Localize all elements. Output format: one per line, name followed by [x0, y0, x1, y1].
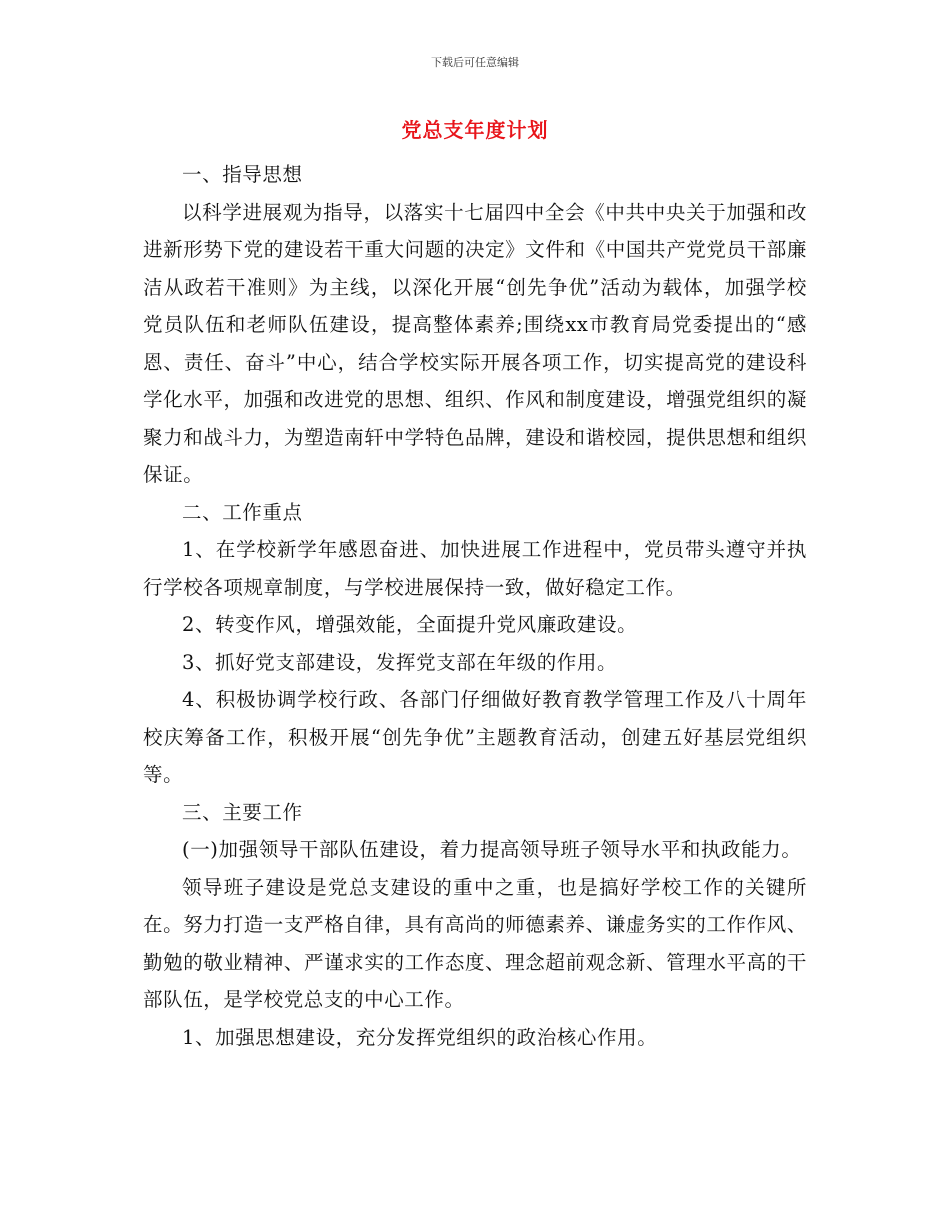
section-heading-work-focus: 二、工作重点 — [182, 500, 303, 524]
paragraph-focus-item-2: 2、转变作风，增强效能，全面提升党风廉政建设。 — [182, 613, 638, 636]
header-note: 下载后可任意编辑 — [431, 56, 519, 69]
paragraph-leadership: 领导班子建设是党总支建设的重中之重，也是搞好学校工作的关键所在。努力打造一支严格自律，具有高尚的师德素养、谦虚务实的工作作风、勤勉的敬业精神、严谨求实的工作态度、理念超前观念新、管理水平高的干部队伍，是学校党总支的中心工作。 — [143, 875, 807, 1011]
paragraph-focus-item-1: 1、在学校新学年感恩奋进、加快进展工作进程中，党员带头遵守并执行学校各项规章制度，与学校进展保持一致，做好稳定工作。 — [143, 538, 807, 599]
section-heading-main-work: 三、主要工作 — [182, 800, 303, 824]
document-title: 党总支年度计划 — [401, 118, 549, 142]
section-heading-guiding-ideology: 一、指导思想 — [182, 163, 303, 186]
paragraph-ideological-building: 1、加强思想建设，充分发挥党组织的政治核心作用。 — [182, 1025, 658, 1049]
paragraph-focus-item-4: 4、积极协调学校行政、各部门仔细做好教育教学管理工作及八十周年校庆筹备工作，积极开展“创先争优”主题教育活动，创建五好基层党组织等。 — [143, 688, 807, 786]
subsection-heading-leadership: (一)加强领导干部队伍建设，着力提高领导班子领导水平和执政能力。 — [182, 838, 802, 861]
document-body — [143, 156, 807, 1056]
paragraph-focus-item-3: 3、抓好党支部建设，发挥党支部在年级的作用。 — [182, 650, 618, 674]
paragraph-guiding-ideology: 以科学进展观为指导，以落实十七届四中全会《中共中央关于加强和改进新形势下党的建设若干重大问题的决定》文件和《中国共产党党员干部廉洁从政若干准则》为主线，以深化开展“创先争优”活动为载体，加强学校党员队伍和老师队伍建设，提高整体素养;围绕xx市教育局党委提出的“感恩、责任、奋斗”中心，结合学校实际开展各项工作，切实提高党的建设科学化水平，加强和改进党的思想、组织、作风和制度建设，增强党组织的凝聚力和战斗力，为塑造南轩中学特色品牌，建设和谐校园，提供思想和组织保证。 — [143, 200, 807, 486]
